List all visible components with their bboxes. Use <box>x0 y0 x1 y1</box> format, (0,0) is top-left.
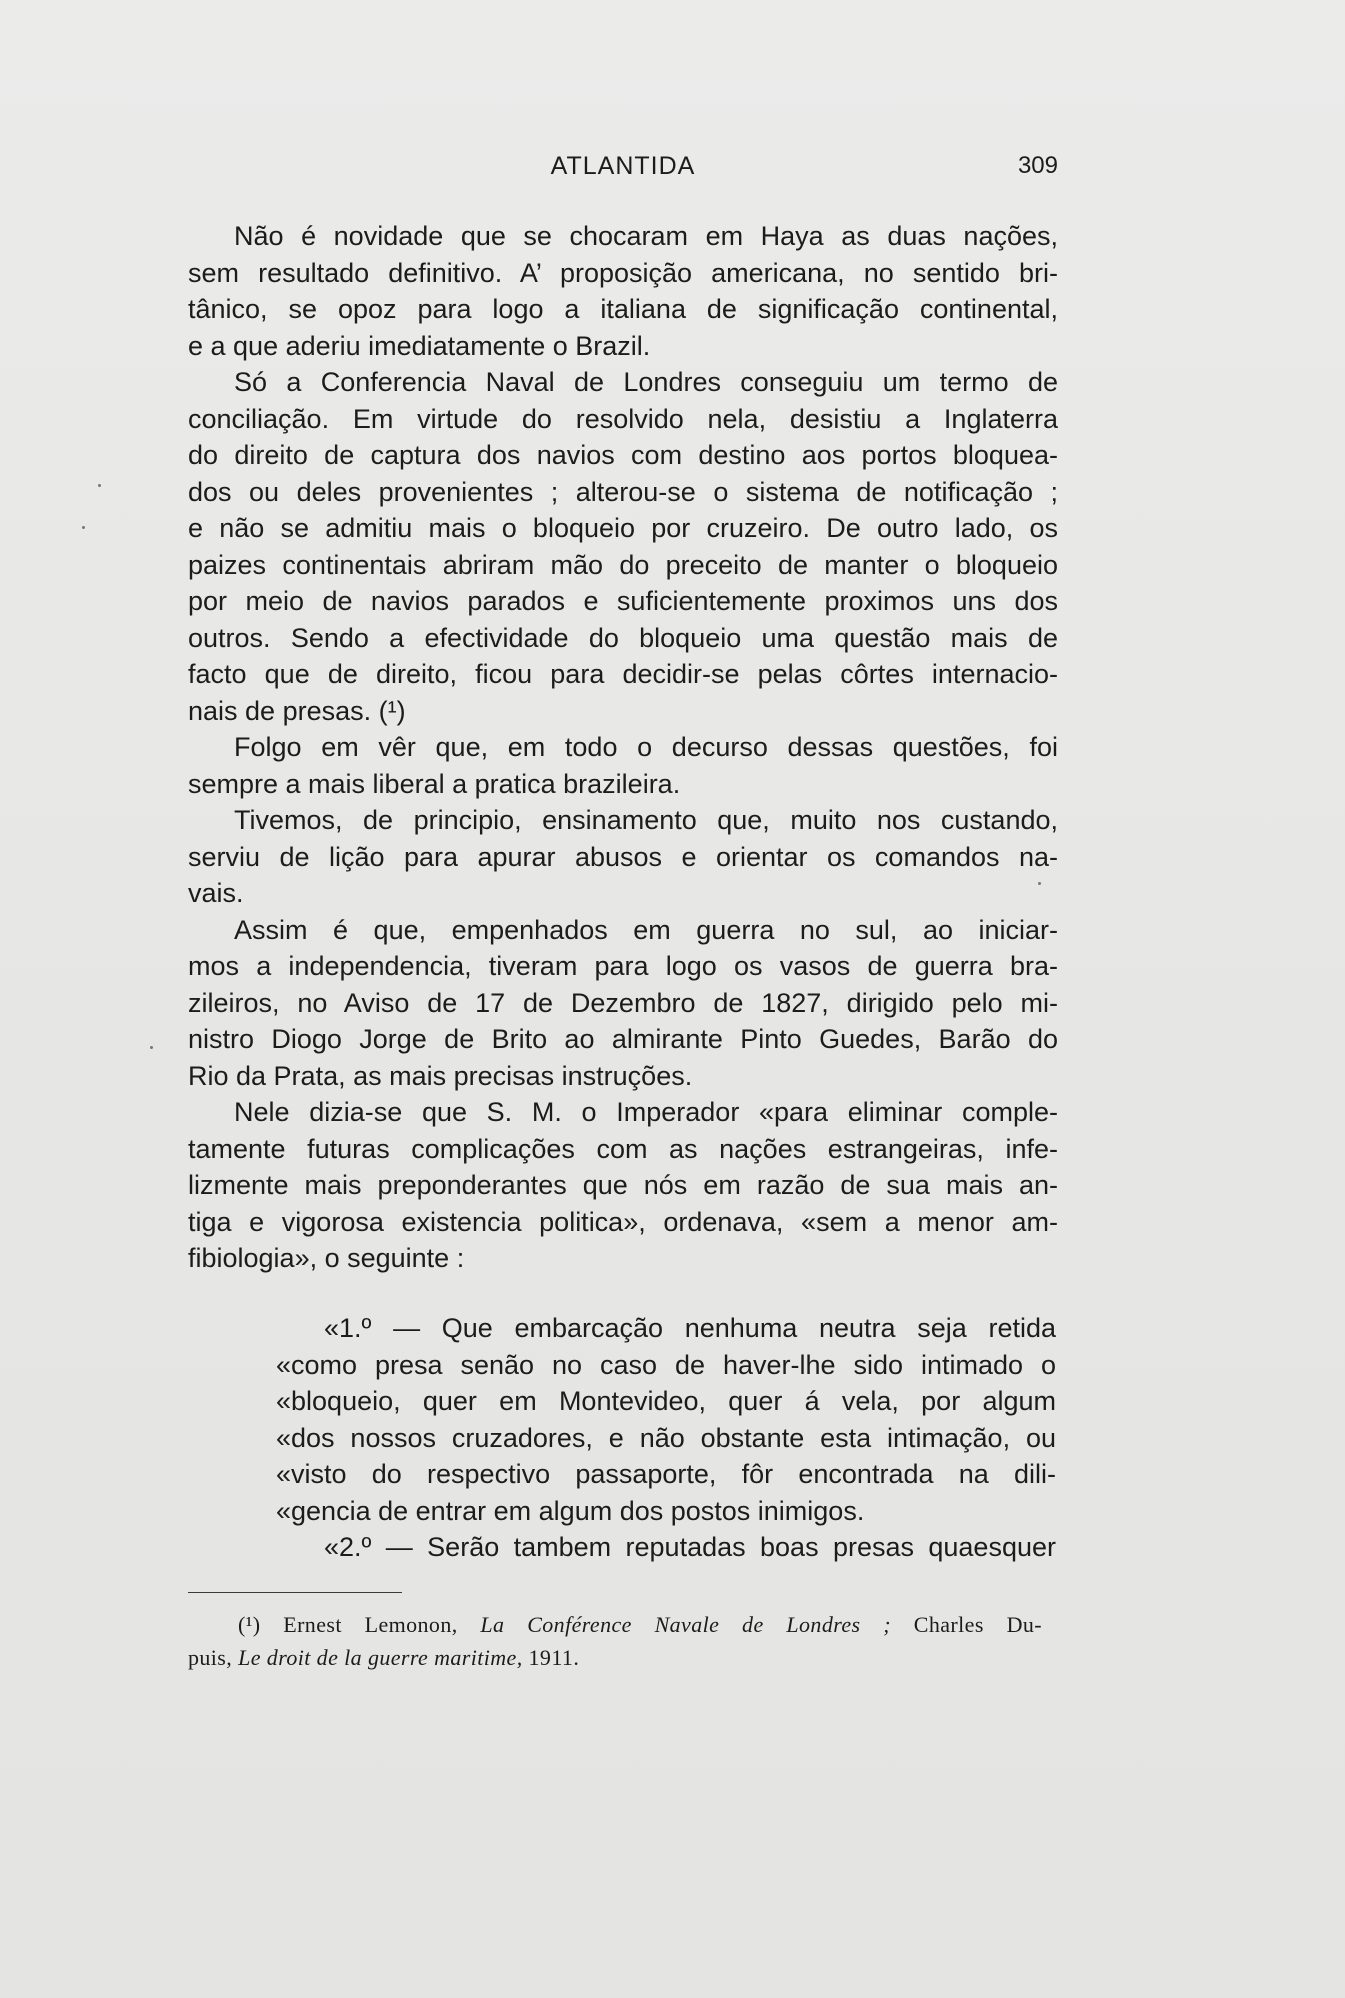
text-line: dos ou deles provenientes ; alterou-se o sistema de notificação ; <box>188 476 1058 507</box>
text-line: lizmente mais preponderantes que nós em razão de sua mais an- <box>188 1170 1058 1200</box>
body-text <box>188 218 1058 1277</box>
text-line: conciliação. Em virtude do resolvido nela, desistiu a Inglaterra <box>188 403 1058 434</box>
text-line: Não é novidade que se chocaram em Haya as duas nações, <box>234 221 1058 251</box>
text-line: Só a Conferencia Naval de Londres conseguiu um termo de <box>234 367 1058 397</box>
text-line: sempre a mais liberal a pratica brazileira. <box>188 768 681 799</box>
footnote-author: Ernest Lemonon, <box>283 1612 458 1637</box>
text-line: Nele dizia-se que S. M. o Imperador «para eliminar comple- <box>234 1097 1058 1127</box>
footnote-author: Charles Du- <box>913 1612 1042 1637</box>
text-line: tamente futuras complicações com as nações estrangeiras, infe- <box>188 1133 1058 1164</box>
paper-speck <box>82 526 85 529</box>
footnote-author: puis, <box>188 1645 233 1670</box>
footnote-line <box>188 1641 1042 1674</box>
footnote-title: Le droit de la guerre maritime, <box>238 1645 523 1670</box>
quote-line: «dos nossos cruzadores, e não obstante esta intimação, ou <box>276 1422 1056 1453</box>
text-line: paizes continentais abriram mão do preceito de manter o bloqueio <box>188 549 1058 580</box>
running-header <box>188 152 1058 188</box>
text-line: do direito de captura dos navios com destino aos portos bloquea- <box>188 440 1058 470</box>
text-line: tiga e vigorosa existencia politica», ordenava, «sem a menor am- <box>188 1206 1058 1237</box>
footnote-line <box>188 1608 1042 1641</box>
quote-line: «como presa senão no caso de haver-lhe sido intimado o <box>276 1349 1056 1380</box>
text-line: outros. Sendo a efectividade do bloqueio uma questão mais de <box>188 622 1058 653</box>
text-line: vais. <box>188 878 244 908</box>
text-line: e não se admitiu mais o bloqueio por cruzeiro. De outro lado, os <box>188 513 1058 543</box>
footnote-title: La Conférence Navale de Londres ; <box>480 1612 892 1637</box>
quote-line: «1.º — Que embarcação nenhuma neutra seja retida <box>324 1313 1056 1343</box>
page-number: 309 <box>1017 152 1058 179</box>
text-line: por meio de navios parados e suficientemente proximos uns dos <box>188 586 1058 616</box>
paper-speck <box>1038 882 1041 885</box>
footnote-marker: (¹) <box>238 1612 261 1637</box>
paper-speck <box>98 484 101 487</box>
quote-line: «2.º — Serão tambem reputadas boas presas quaesquer <box>324 1532 1056 1562</box>
footnote-year: 1911. <box>528 1645 580 1670</box>
text-line: sem resultado definitivo. A’ proposição americana, no sentido bri- <box>188 257 1058 288</box>
text-line: Assim é que, empenhados em guerra no sul, ao iniciar- <box>234 914 1058 945</box>
text-line: zileiros, no Aviso de 17 de Dezembro de 1827, dirigido pelo mi- <box>188 987 1058 1018</box>
text-line: Tivemos, de principio, ensinamento que, muito nos custando, <box>234 805 1058 835</box>
text-line: Rio da Prata, as mais precisas instruções. <box>188 1060 693 1091</box>
text-line: Folgo em vêr que, em todo o decurso dessas questões, foi <box>234 732 1058 762</box>
text-line: nistro Diogo Jorge de Brito ao almirante Pinto Guedes, Barão do <box>188 1024 1058 1054</box>
quote-line: «bloqueio, quer em Montevideo, quer á vela, por algum <box>276 1386 1056 1416</box>
text-line: serviu de lição para apurar abusos e orientar os comandos na- <box>188 841 1058 872</box>
footnote-divider <box>188 1592 402 1593</box>
paper-speck <box>150 1046 153 1049</box>
quoted-instructions <box>276 1310 1056 1566</box>
text-line: e a que aderiu imediatamente o Brazil. <box>188 330 651 361</box>
quote-line: «visto do respectivo passaporte, fôr encontrada na dili- <box>276 1459 1056 1489</box>
footnote <box>188 1608 1042 1674</box>
text-line: mos a independencia, tiveram para logo os vasos de guerra bra- <box>188 951 1058 981</box>
text-line: nais de presas. (¹) <box>188 695 406 726</box>
text-line: tânico, se opoz para logo a italiana de significação continental, <box>188 294 1058 324</box>
running-title: ATLANTIDA <box>550 152 696 180</box>
text-line: fibiologia», o seguinte : <box>188 1243 465 1273</box>
text-line: facto que de direito, ficou para decidir-se pelas côrtes internacio- <box>188 659 1058 689</box>
quote-line: «gencia de entrar em algum dos postos inimigos. <box>276 1495 865 1526</box>
